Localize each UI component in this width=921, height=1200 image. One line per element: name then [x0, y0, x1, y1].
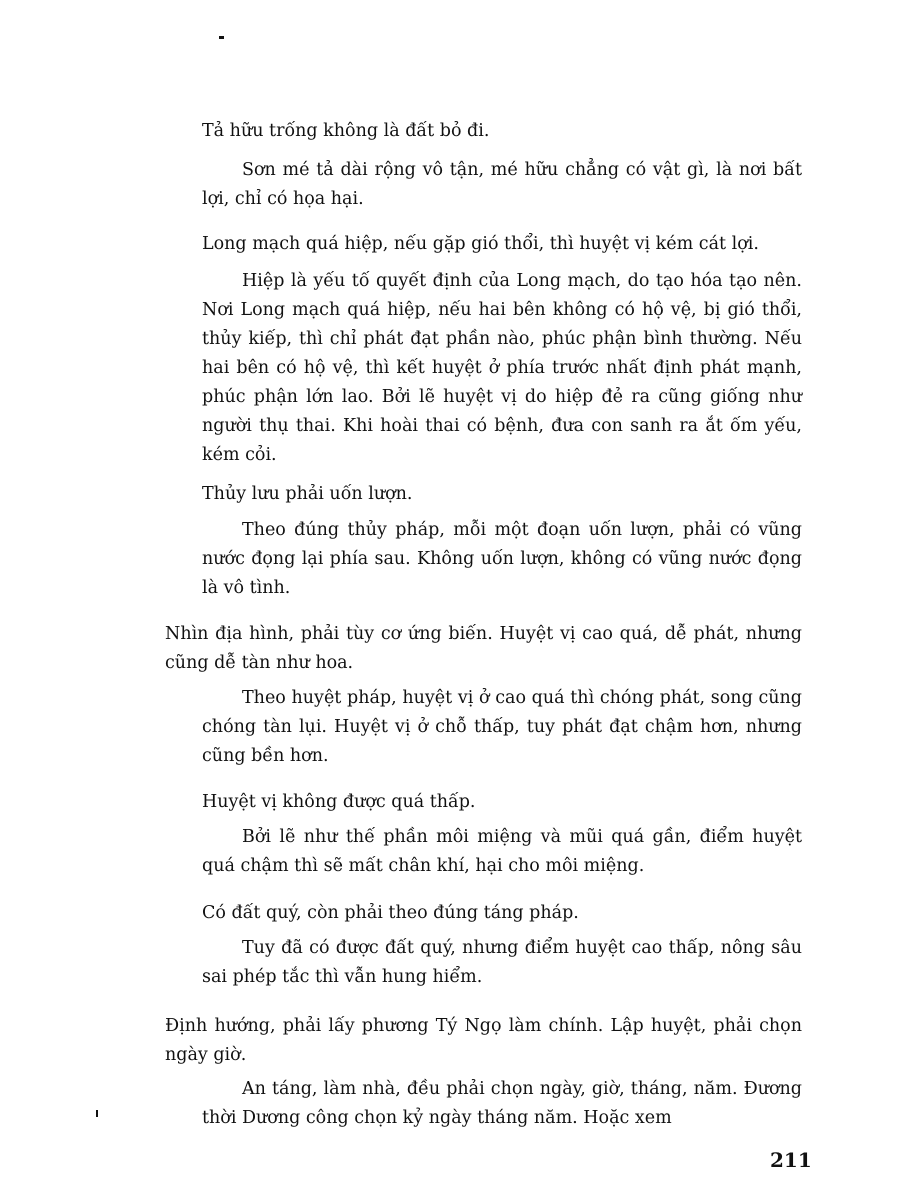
paragraph-body: An táng, làm nhà, đều phải chọn ngày, giờ, tháng, năm. Đương thời Dương công chọn kỷ ngày tháng năm. Hoặc xem: [202, 1079, 802, 1128]
paragraph-heading: Định hướng, phải lấy phương Tý Ngọ làm chính. Lập huyệt, phải chọn ngày giờ.: [165, 1016, 802, 1065]
paragraph-body: Hiệp là yếu tố quyết định của Long mạch, do tạo hóa tạo nên. Nơi Long mạch quá hiệp, nếu hai bên không có hộ vệ, bị gió thổi, thủy kiếp, thì chỉ phát đạt phần nào, phúc phận bình thường. Nếu hai bên có hộ vệ, thì kết huyệt ở phía trước nhất định phát mạnh, phúc phận lớn lao. Bởi lẽ huyệt vị do hiệp đẻ ra cũng giống như người thụ thai. Khi hoài thai có bệnh, đưa con sanh ra ắt ốm yếu, kém cỏi.: [202, 271, 802, 465]
page-number: 211: [770, 1148, 812, 1172]
paragraph-body: Sơn mé tả dài rộng vô tận, mé hữu chẳng có vật gì, là nơi bất lợi, chỉ có họa hại.: [202, 160, 802, 209]
paragraph-heading: Huyệt vị không được quá thấp.: [202, 792, 476, 812]
paragraph-heading: Có đất quý, còn phải theo đúng táng pháp.: [202, 903, 579, 923]
paragraph-body: Bởi lẽ như thế phần môi miệng và mũi quá gần, điểm huyệt quá chậm thì sẽ mất chân khí, hại cho môi miệng.: [202, 827, 802, 876]
paragraph-body: Theo huyệt pháp, huyệt vị ở cao quá thì chóng phát, song cũng chóng tàn lụi. Huyệt vị ở chỗ thấp, tuy phát đạt chậm hơn, nhưng cũng bền hơn.: [202, 688, 802, 766]
paragraph-body: Tuy đã có được đất quý, nhưng điểm huyệt cao thấp, nông sâu sai phép tắc thì vẫn hung hiểm.: [202, 938, 802, 987]
scan-dot-top: [219, 36, 224, 39]
paragraph-body: Theo đúng thủy pháp, mỗi một đoạn uốn lượn, phải có vũng nước đọng lại phía sau. Không uốn lượn, không có vũng nước đọng là vô tình.: [202, 520, 802, 598]
paragraph-heading: Tả hữu trống không là đất bỏ đi.: [202, 121, 490, 141]
paragraph-heading: Long mạch quá hiệp, nếu gặp gió thổi, thì huyệt vị kém cát lợi.: [202, 234, 759, 254]
scan-dot-left: [96, 1110, 98, 1117]
paragraph-heading: Thủy lưu phải uốn lượn.: [202, 484, 413, 504]
paragraph-heading: Nhìn địa hình, phải tùy cơ ứng biến. Huyệt vị cao quá, dễ phát, nhưng cũng dễ tàn như hoa.: [165, 624, 802, 673]
